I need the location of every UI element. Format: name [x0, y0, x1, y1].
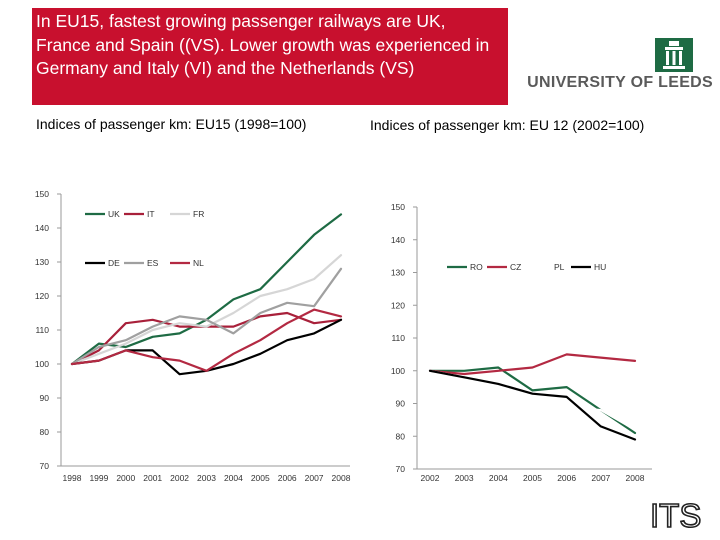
chart1-series-uk: [72, 214, 341, 364]
chart2-y-tick-label: 140: [390, 234, 405, 245]
chart1-x-tick-label: 2002: [170, 473, 190, 483]
chart1-y-tick-label: 130: [34, 257, 49, 267]
chart1-x-tick-label: 2004: [223, 473, 243, 483]
chart2-y-tick-label: 110: [391, 333, 405, 343]
university-name: UNIVERSITY OF LEEDS: [527, 74, 713, 91]
chart1-legend-label-nl: NL: [193, 258, 204, 268]
chart2-x-tick-label: 2007: [591, 473, 611, 483]
chart2-y-tick-label: 90: [395, 398, 405, 409]
slide-title: In EU15, fastest growing passenger railways are UK, France and Spain ((VS). Lower growth was experienced in Germany and Italy (VI) and the Netherlands (VS): [32, 8, 508, 105]
chart2-legend-label-cz: CZ: [510, 262, 522, 272]
chart1-y-tick-label: 90: [39, 393, 49, 403]
chart2-legend-label-pl: PL: [554, 262, 565, 272]
chart1-x-tick-label: 2001: [143, 473, 163, 483]
chart2-x-tick-label: 2005: [523, 473, 542, 483]
chart1-y-tick-label: 110: [35, 325, 49, 335]
chart2-x-tick-label: 2004: [488, 473, 508, 483]
chart1-x-tick-label: 2005: [250, 473, 270, 483]
chart1-legend-label-de: DE: [108, 258, 120, 268]
chart2-title: Indices of passenger km: EU 12 (2002=100): [370, 117, 645, 133]
chart2-y-tick-label: 100: [390, 365, 405, 376]
its-logo-text: ITS: [650, 497, 702, 531]
chart1-y-tick-label: 140: [34, 223, 49, 233]
chart2-x-tick-label: 2002: [420, 473, 440, 483]
chart1-y-tick-label: 100: [34, 359, 49, 369]
chart1-y-tick-label: 70: [39, 461, 49, 471]
chart2-y-tick-label: 80: [395, 431, 405, 442]
chart1-x-tick-label: 2006: [277, 473, 297, 483]
chart2-y-tick-label: 130: [390, 267, 405, 278]
chart1-x-tick-label: 2003: [197, 473, 216, 483]
chart1-x-tick-label: 2007: [304, 473, 324, 483]
chart1-x-tick-label: 1998: [62, 473, 82, 483]
chart1-legend-label-it: IT: [147, 209, 155, 219]
chart1-y-tick-label: 120: [34, 291, 49, 301]
chart1-legend-label-es: ES: [147, 258, 159, 268]
chart1-legend-label-uk: UK: [108, 209, 120, 219]
chart1-legend-label-fr: FR: [193, 209, 205, 219]
chart2-y-tick-label: 120: [390, 300, 405, 311]
chart2-x-tick-label: 2008: [625, 473, 645, 483]
chart2-series-pl: [430, 371, 635, 430]
chart2-legend-label-hu: HU: [594, 262, 607, 272]
chart2-legend-label-ro: RO: [470, 262, 483, 272]
chart1-x-tick-label: 2000: [116, 473, 136, 483]
chart2-y-tick-label: 150: [390, 202, 405, 212]
chart1-y-tick-label: 150: [34, 189, 49, 199]
chart1-series-fr: [72, 255, 341, 364]
chart1-x-tick-label: 2008: [331, 473, 351, 483]
chart1-y-tick-label: 80: [39, 427, 49, 437]
chart2-series-hu: [430, 371, 635, 440]
chart1-x-tick-label: 1999: [89, 473, 109, 483]
chart2-x-tick-label: 2003: [454, 473, 474, 483]
chart1-series-de: [72, 320, 341, 374]
chart1-title: Indices of passenger km: EU15 (1998=100): [36, 116, 307, 132]
chart2-x-tick-label: 2006: [557, 473, 577, 483]
its-logo: [650, 497, 714, 531]
chart2-y-tick-label: 70: [395, 464, 405, 474]
